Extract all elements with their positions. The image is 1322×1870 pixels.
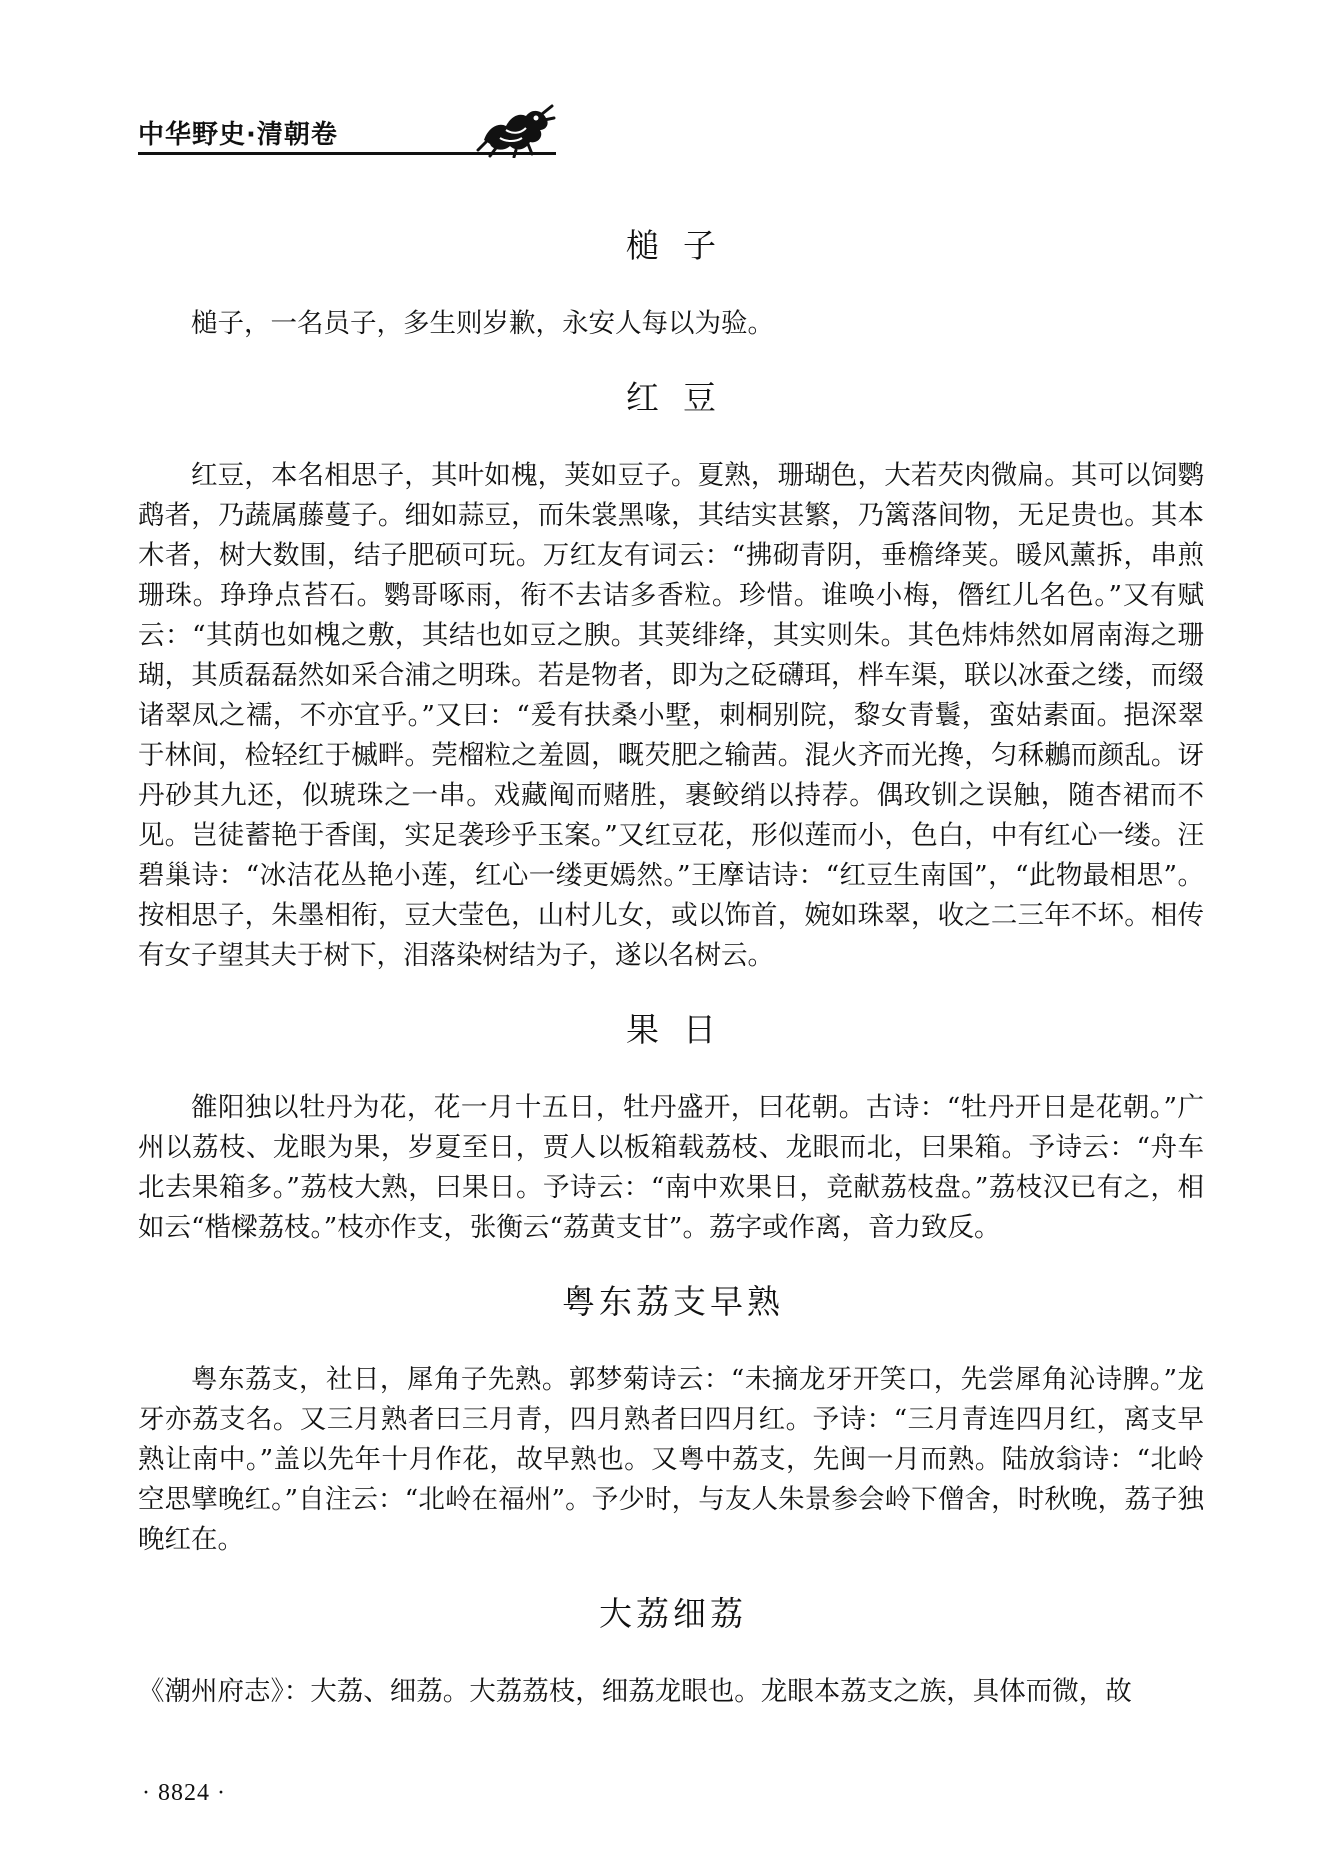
running-title: 中华野史·清朝卷 xyxy=(138,120,338,150)
paragraph-chuizi: 槌子，一名员子，多生则岁歉，永安人每以为验。 xyxy=(191,308,774,339)
page-number: · 8824 · xyxy=(142,1780,226,1806)
paragraph-dali-xili: 《潮州府志》：大荔、细荔。大荔荔枝，细荔龙眼也。龙眼本荔支之族，具体而微，故 xyxy=(138,1676,1132,1707)
section-title-hongdou: 红豆 xyxy=(626,378,740,417)
paragraph-guori: 雒阳独以牡丹为花，花一月十五日，牡丹盛开，曰花朝。古诗：“牡丹开日是花朝。”广州以荔枝、龙眼为果，岁夏至日，贾人以板箱载荔枝、龙眼而北，曰果箱。予诗云：“舟车北去果箱多。”荔枝大熟，曰果日。予诗云：“南中欢果日，竞献荔枝盘。”荔枝汉已有之，相如云“楷樑荔枝。”枝亦作支，张衡云“荔黄支甘”。荔字或作离，音力致反。 xyxy=(138,1092,1204,1243)
page-body xyxy=(138,222,1204,1712)
paragraph-yuedong-lizhi: 粤东荔支，社日，犀角子先熟。郭梦菊诗云：“未摘龙牙开笑口，先尝犀角沁诗脾。”龙牙亦荔支名。又三月熟者曰三月青，四月熟者曰四月红。予诗：“三月青连四月红，离支早熟让南中。”盖以先年十月作花，故早熟也。又粤中荔支，先闽一月而熟。陆放翁诗：“北岭空思擘晚红。”自注云：“北岭在福州”。予少时，与友人朱景参会岭下僧舍，时秋晚，荔子独晚红在。 xyxy=(138,1364,1204,1555)
section-title-yuedong-lizhi: 粤东荔支早熟 xyxy=(562,1282,784,1321)
section-title-guori: 果日 xyxy=(626,1010,740,1049)
paragraph-hongdou: 红豆，本名相思子，其叶如槐，荚如豆子。夏熟，珊瑚色，大若芡肉微扁。其可以饲鹦鹉者，乃蔬属藤蔓子。细如蒜豆，而朱裳黑喙，其结实甚繁，乃篱落间物，无足贵也。其本木者，树大数围，结子肥硕可玩。万红友有词云：“拂砌青阴，垂檐绛荚。暖风薰拆，串煎珊珠。琤琤点苔石。鹦哥啄雨，衔不去诘多香粒。珍惜。谁唤小梅，僭红儿名色。”又有赋云：“其荫也如槐之敷，其结也如豆之腴。其荚绯绛，其实则朱。其色炜炜然如屑南海之珊瑚，其质磊磊然如采合浦之明珠。若是物者，即为之砭礴珥，柈车渠，联以冰蚕之缕，而缀诸翠凤之襦，不亦宜乎。”又曰：“爰有扶桑小墅，刺桐别院，黎女青鬟，蛮姑素面。挹深翠于林间，检轻红于槭畔。莞榴粒之羞圆，嘅芡肥之输茜。混火齐而光搀，匀秝鶒而颜乱。讶丹砂其九还，似琥珠之一串。戏藏阄而赌胜，裹鲛绡以持荐。偶玫钏之误触，随杏裙而不见。岂徒蓄艳于香闺，实足袭珍乎玉案。”又红豆花，形似莲而小，色白，中有红心一缕。汪碧巢诗：“冰洁花丛艳小莲，红心一缕更嫣然。”王摩诘诗：“红豆生南国”，“此物最相思”。按相思子，朱墨相衔，豆大莹色，山村儿女，或以饰首，婉如珠翠，收之二三年不坏。相传有女子望其夫于树下，泪落染树结为子，遂以名树云。 xyxy=(138,460,1204,971)
dragon-icon xyxy=(476,100,556,158)
section-title-chuizi: 槌子 xyxy=(626,226,740,265)
section-title-dali-xili: 大荔细荔 xyxy=(599,1594,747,1633)
